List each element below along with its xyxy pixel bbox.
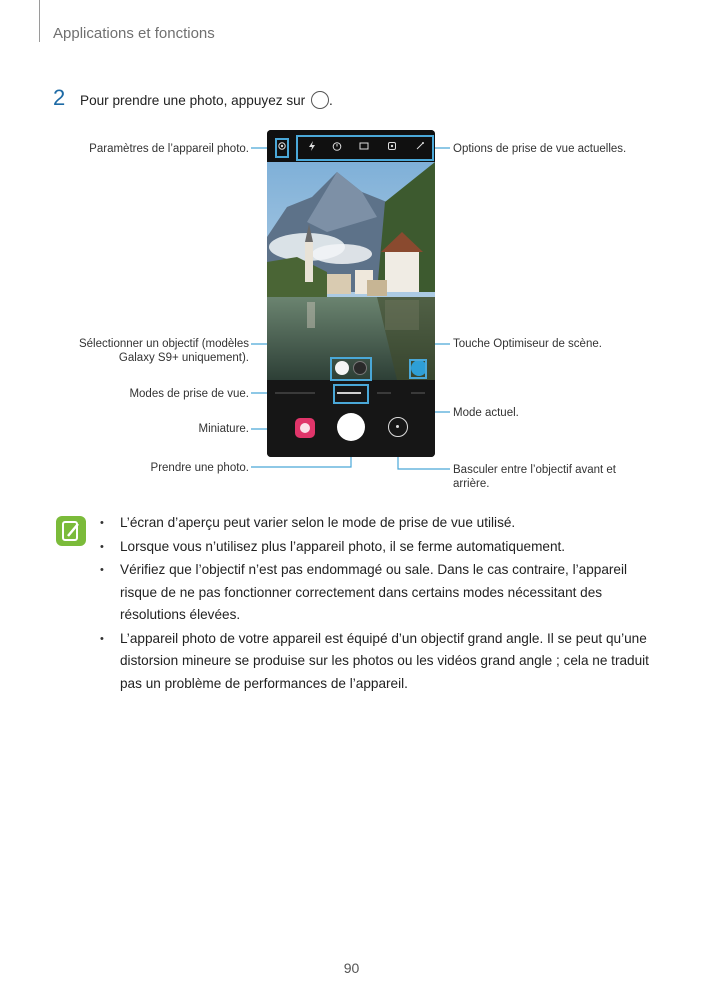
page-number: 90 [343, 960, 360, 976]
mode-item[interactable] [411, 392, 425, 394]
note-item: • L’écran d’aperçu peut varier selon le mode de prise de vue utilisé. [100, 512, 660, 535]
switch-camera-button[interactable] [388, 417, 408, 437]
mode-item[interactable] [377, 392, 391, 394]
notes-list [100, 512, 660, 696]
note-item: • Lorsque vous n’utilisez plus l’appareil photo, il se ferme automatiquement. [100, 536, 660, 559]
mode-item[interactable] [275, 392, 315, 394]
switch-camera-icon [396, 425, 399, 428]
thumbnail-button[interactable] [295, 418, 315, 438]
callout-current-mode: Mode actuel. [453, 407, 519, 419]
callout-take-photo: Prendre une photo. [150, 462, 249, 474]
highlight-current-options [296, 135, 434, 161]
highlight-settings [275, 138, 289, 158]
step-text: Pour prendre une photo, appuyez sur [80, 93, 306, 108]
shutter-button[interactable] [337, 413, 365, 441]
callout-thumbnail: Miniature. [198, 423, 249, 435]
callout-settings: Paramètres de l’appareil photo. [89, 143, 249, 155]
note-icon [56, 516, 86, 546]
camera-preview [267, 162, 435, 380]
callout-current-options: Options de prise de vue actuelles. [453, 143, 627, 155]
flower-icon [300, 423, 310, 433]
highlight-current-mode [333, 384, 369, 404]
callout-shooting-modes: Modes de prise de vue. [129, 388, 249, 400]
callout-switch-camera: Basculer entre l’objectif avant et arrière. [453, 464, 617, 490]
note-item: • L’appareil photo de votre appareil est équipé d’un objectif grand angle. Il se peut qu’une distorsion mineure se produise sur les photos ou les vidéos grand angle ; cela ne traduit pas un problème de performances de l’appareil. [100, 628, 660, 696]
callout-scene-optimiser: Touche Optimiseur de scène. [453, 338, 602, 350]
note-item: • Vérifiez que l’objectif n’est pas endommagé ou sale. Dans le cas contraire, l’appareil risque de ne pas fonctionner correctement dans certains modes nécessitant des résolutions élevées. [100, 559, 660, 627]
highlight-scene-optimiser [409, 359, 427, 379]
step-text-end: . [329, 93, 333, 108]
callout-lens-select: Sélectionner un objectif (modèles Galaxy S9+ uniquement). [78, 338, 249, 364]
camera-screen [267, 130, 435, 457]
step-number: 2 [53, 85, 66, 110]
section-title: Applications et fonctions [53, 25, 215, 42]
highlight-lens-select [330, 357, 372, 381]
